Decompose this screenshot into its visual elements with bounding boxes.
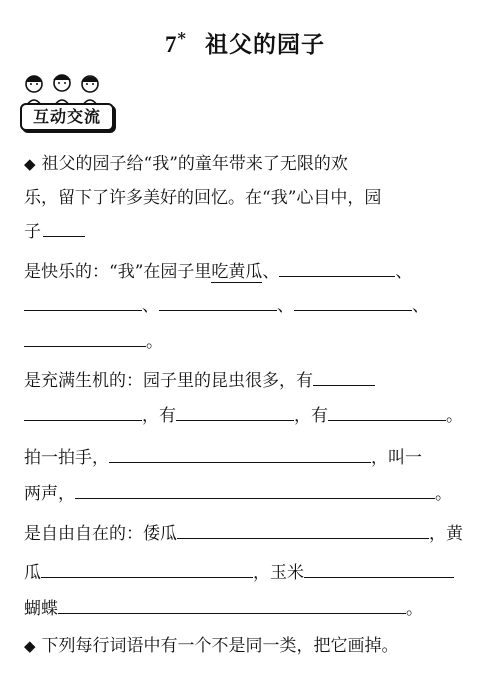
answer-blank-sounds[interactable] [75,482,435,499]
q1-intro-line2: 乐，留下了许多美好的回忆。在“我”心目中，园 [24,188,382,208]
happy-row-3: 。 [24,330,163,353]
happy-example: 吃黄瓜 [211,262,263,282]
happy-row: 是快乐的：“我”在园子里吃黄瓜、 、 [24,262,413,282]
diamond-bullet-icon: ◆ [24,637,36,655]
lively-row: 是充满生机的：园子里的昆虫很多，有 [24,369,375,392]
answer-blank-clap[interactable] [109,446,371,463]
answer-blank-insect-1b[interactable] [24,404,142,421]
answer-blank-insect-2[interactable] [176,404,294,421]
answer-blank-insect-3[interactable] [328,404,446,421]
answer-blank-happy-2[interactable] [279,260,395,277]
q1-intro-line3: 子 [24,221,85,243]
clap-row: 拍一拍手， ，叫一 [24,448,422,468]
answer-blank-insect-1[interactable] [313,369,375,386]
answer-blank-butterfly[interactable] [58,597,406,614]
diamond-bullet-icon: ◆ [24,155,36,173]
answer-blank-pumpkin[interactable] [177,522,429,539]
answer-blank-cucumber[interactable] [41,561,253,578]
answer-blank-happy-4[interactable] [159,294,277,311]
q2-instruction: ◆ 下列每行词语中有一个不是同一类，把它画掉。 [24,636,399,656]
answer-blank-happy-6[interactable] [24,330,146,347]
lesson-star: * [177,28,187,48]
two-sounds-row: 两声， 。 [24,484,452,504]
happy-row-2: 、 、 、 [24,294,429,317]
lesson-number: 7 [165,32,178,57]
answer-blank-happy-3[interactable] [24,294,142,311]
answer-blank-happy-5[interactable] [294,294,412,311]
dash-line [43,227,85,237]
section-badge: 互动交流 [20,103,114,131]
page-title [0,26,490,59]
free-row-2: 瓜 ，玉米 [24,561,454,584]
lively-row-2: ，有 ，有 。 [24,404,463,427]
answer-blank-corn[interactable] [304,561,454,578]
lesson-title: 祖父的园子 [204,31,325,58]
q1-intro-line1: ◆ 祖父的园子给“我”的童年带来了无限的欢 [24,154,348,174]
free-row: 是自由自在的：倭瓜 ，黄 [24,524,463,544]
butterfly-row: 蝴蝶 。 [24,599,423,619]
